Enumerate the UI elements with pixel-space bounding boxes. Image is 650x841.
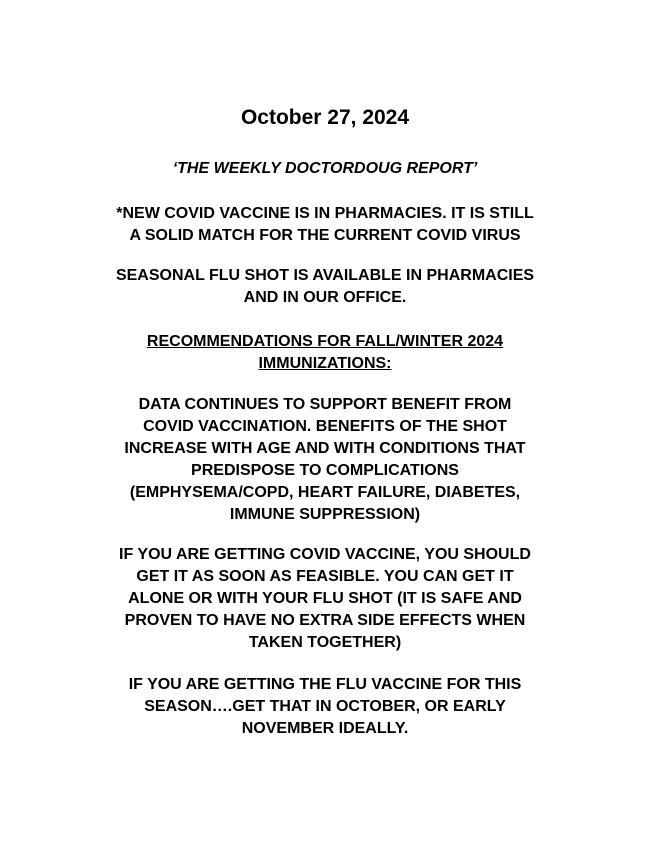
text-line: PROVEN TO HAVE NO EXTRA SIDE EFFECTS WHEN bbox=[124, 612, 526, 629]
text-line: GET IT AS SOON AS FEASIBLE. YOU CAN GET IT bbox=[136, 568, 514, 585]
text-line: *NEW COVID VACCINE IS IN PHARMACIES. IT IS STILL bbox=[116, 205, 534, 222]
text-line: (EMPHYSEMA/COPD, HEART FAILURE, DIABETES, bbox=[129, 484, 521, 501]
text-line: PREDISPOSE TO COMPLICATIONS bbox=[191, 462, 459, 479]
text-line: IMMUNE SUPPRESSION) bbox=[229, 506, 421, 523]
text-line: A SOLID MATCH FOR THE CURRENT COVID VIRUS bbox=[129, 227, 521, 244]
covid-vaccine-notice bbox=[60, 203, 590, 247]
text-line: IF YOU ARE GETTING THE FLU VACCINE FOR THIS bbox=[128, 676, 522, 693]
text-line: ALONE OR WITH YOUR FLU SHOT (IT IS SAFE AND bbox=[128, 590, 522, 607]
text-line: AND IN OUR OFFICE. bbox=[243, 289, 407, 306]
text-line: DATA CONTINUES TO SUPPORT BENEFIT FROM bbox=[138, 396, 512, 413]
text-line: TAKEN TOGETHER) bbox=[248, 634, 402, 651]
text-line: SEASONAL FLU SHOT IS AVAILABLE IN PHARMACIES bbox=[115, 267, 535, 284]
report-title: ‘THE WEEKLY DOCTORDOUG REPORT’ bbox=[172, 160, 478, 177]
covid-timing-paragraph bbox=[60, 544, 590, 654]
flu-shot-notice bbox=[60, 265, 590, 309]
heading-line: RECOMMENDATIONS FOR FALL/WINTER 2024 bbox=[146, 333, 504, 350]
recommendations-heading bbox=[60, 331, 590, 375]
text-line: INCREASE WITH AGE AND WITH CONDITIONS THAT bbox=[124, 440, 526, 457]
covid-benefit-paragraph bbox=[60, 394, 590, 526]
heading-line: IMMUNIZATIONS: bbox=[258, 355, 392, 372]
report-date: October 27, 2024 bbox=[240, 106, 410, 129]
text-line: SEASON….GET THAT IN OCTOBER, OR EARLY bbox=[144, 698, 506, 715]
text-line: NOVEMBER IDEALLY. bbox=[241, 720, 409, 737]
text-line: IF YOU ARE GETTING COVID VACCINE, YOU SHOULD bbox=[119, 546, 531, 563]
flu-timing-paragraph bbox=[60, 674, 590, 740]
text-line: COVID VACCINATION. BENEFITS OF THE SHOT bbox=[143, 418, 507, 435]
